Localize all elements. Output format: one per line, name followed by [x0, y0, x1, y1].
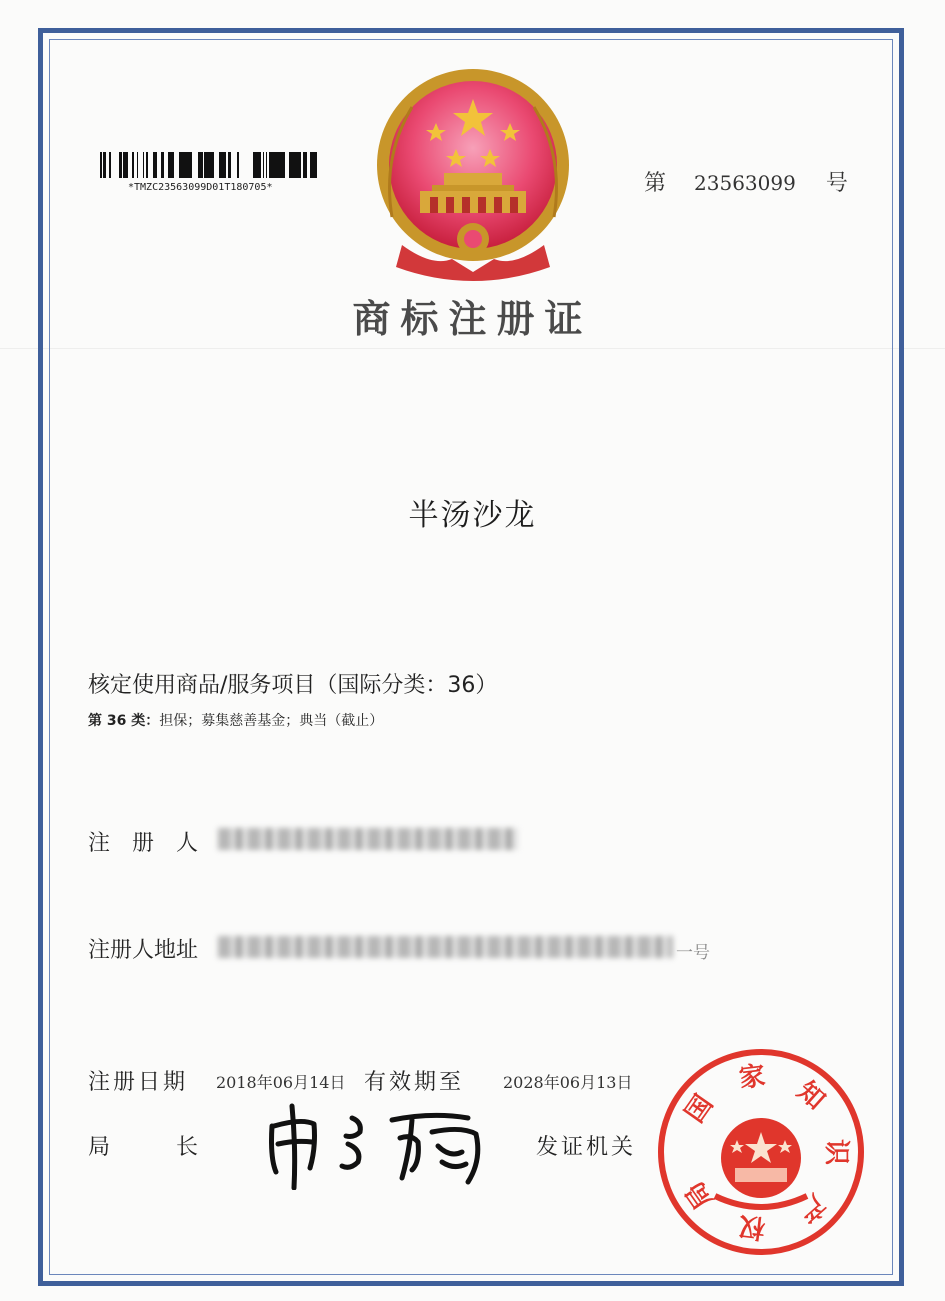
registration-date-label: 注册日期: [88, 1070, 189, 1095]
official-seal-icon: [655, 1046, 867, 1258]
barcode-bar: [185, 152, 189, 178]
seal-char: 权: [737, 1210, 767, 1243]
goods-services-heading: 核定使用商品/服务项目（国际分类：36）: [88, 673, 498, 698]
barcode-bar: [153, 152, 157, 178]
trademark-name: 半汤沙龙: [408, 498, 537, 533]
barcode-bar: [168, 152, 170, 178]
barcode-bar: [146, 152, 147, 178]
class-items: 担保；募集慈善基金；典当（截止）: [159, 713, 384, 729]
seal-char: 识: [821, 1138, 851, 1166]
barcode-bar: [119, 152, 122, 178]
barcode-bar: [100, 152, 102, 178]
barcode-bar: [256, 152, 258, 178]
barcode-bar: [198, 152, 201, 178]
barcode-bar: [289, 152, 291, 178]
barcode-bar: [253, 152, 254, 178]
barcode-bar: [228, 152, 231, 178]
barcode-bar: [276, 152, 279, 178]
cert-no-suffix: 号: [825, 171, 848, 196]
barcode-bar: [279, 152, 283, 178]
barcode-bar: [263, 152, 264, 178]
barcode-bar: [254, 152, 256, 178]
barcode-bar: [189, 152, 192, 178]
barcode-bar: [201, 152, 203, 178]
barcode-bar: [207, 152, 208, 178]
barcode-bar: [314, 152, 317, 178]
registrant-redacted: [218, 828, 518, 850]
barcode-bar: [143, 152, 144, 178]
barcode-bar: [237, 152, 239, 178]
barcode-bar: [109, 152, 111, 178]
barcode-bar: [103, 152, 105, 178]
barcode-bar: [213, 152, 214, 178]
barcode-bars: [100, 152, 320, 180]
barcode-bar: [298, 152, 301, 178]
certificate-number: [644, 166, 848, 197]
barcode-bar: [161, 152, 164, 178]
barcode-bar: [272, 152, 275, 178]
seal-char: 局: [679, 1175, 720, 1215]
cert-no-prefix: 第: [644, 171, 667, 196]
address-redacted: [218, 936, 673, 958]
issuer-label: 发证机关: [536, 1135, 637, 1160]
barcode-bar: [295, 152, 298, 178]
barcode-bar: [204, 152, 207, 178]
barcode-bar: [137, 152, 138, 178]
barcode-bar: [208, 152, 210, 178]
barcode-bar: [127, 152, 128, 178]
class-label: 第 36 类：: [88, 713, 160, 729]
registrant-label: 注 册 人: [88, 831, 199, 856]
barcode-bar: [172, 152, 174, 178]
barcode-bar: [170, 152, 172, 178]
director-signature: [262, 1098, 502, 1190]
barcode-bar: [291, 152, 295, 178]
seal-char: 产: [791, 1188, 831, 1228]
registration-date: 2018年06月14日: [216, 1073, 346, 1092]
director-label: 局 长: [88, 1135, 199, 1160]
barcode-bar: [222, 152, 225, 178]
barcode-bar: [283, 152, 285, 178]
barcode-bar: [310, 152, 314, 178]
national-emblem-icon: [372, 67, 574, 285]
barcode-bar: [225, 152, 226, 178]
barcode-bar: [258, 152, 261, 178]
barcode-bar: [181, 152, 185, 178]
certificate-title: 商标注册证: [352, 296, 593, 341]
barcode-text: *TMZC23563099D01T180705*: [128, 182, 273, 193]
barcode: [100, 152, 320, 198]
barcode-bar: [132, 152, 134, 178]
address-label: 注册人地址: [88, 938, 199, 963]
goods-services-list: [88, 710, 383, 730]
barcode-bar: [269, 152, 272, 178]
barcode-bar: [266, 152, 267, 178]
address-trailing-text: 一号: [676, 943, 710, 963]
barcode-bar: [210, 152, 213, 178]
valid-until-label: 有效期至: [364, 1070, 465, 1095]
barcode-bar: [123, 152, 127, 178]
barcode-bar: [147, 152, 148, 178]
barcode-bar: [105, 152, 106, 178]
cert-no-value: 23563099: [694, 171, 796, 195]
seal-char: 家: [737, 1061, 767, 1094]
seal-char: 知: [791, 1076, 831, 1116]
barcode-bar: [303, 152, 307, 178]
barcode-bar: [275, 152, 276, 178]
barcode-bar: [179, 152, 181, 178]
valid-until-date: 2028年06月13日: [503, 1073, 633, 1092]
barcode-bar: [219, 152, 222, 178]
seal-char: 国: [679, 1089, 720, 1129]
